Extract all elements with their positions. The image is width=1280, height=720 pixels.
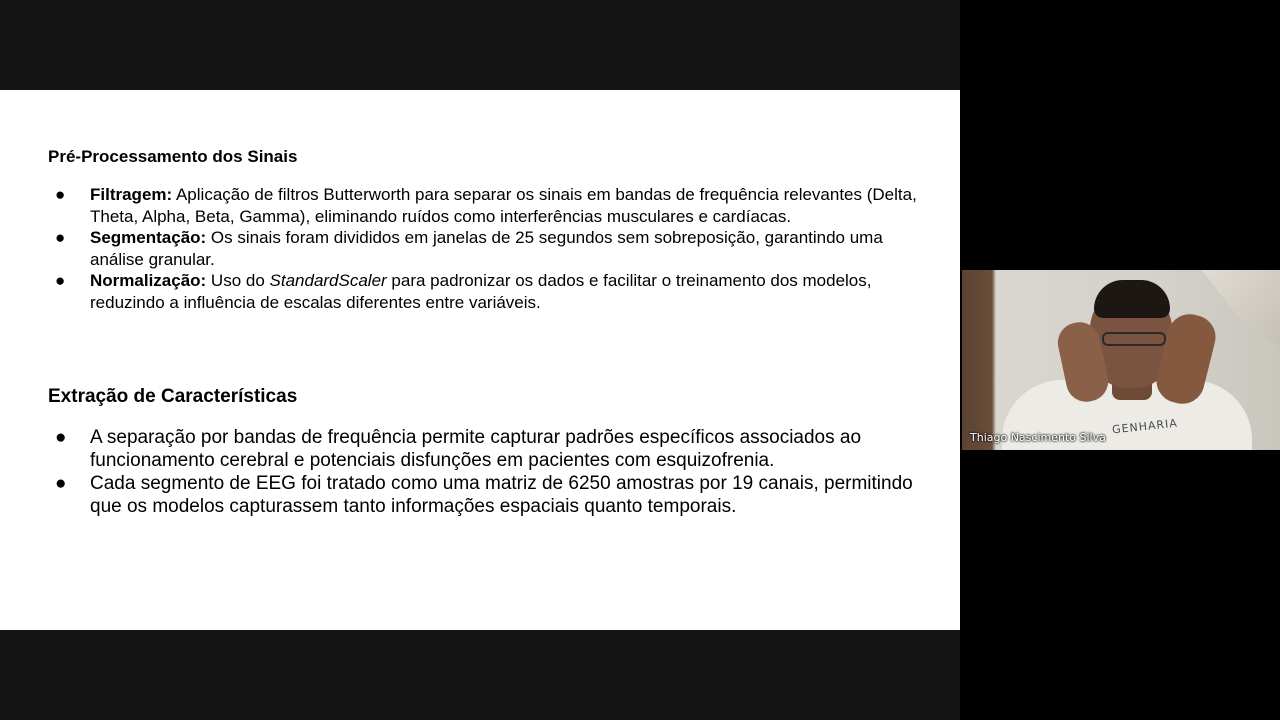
item-text: Cada segmento de EEG foi tratado como uma matriz de 6250 amostras por 19 canais, permitindo que os modelos capturassem tanto informações espaciais quanto temporais. [90, 473, 913, 517]
item-text: para padronizar os dados e facilitar o treinamento dos modelos, reduzindo a influência de escalas diferentes entre variáveis. [90, 271, 872, 312]
glasses-icon [1102, 332, 1166, 346]
list-item-segmentacao [0, 227, 960, 270]
presentation-slide [0, 90, 960, 630]
list-item-bands [0, 426, 960, 472]
item-text-pre: Uso do [206, 271, 270, 290]
participant-hair [1094, 280, 1170, 318]
item-label: Filtragem: [90, 185, 173, 204]
item-label: Segmentação: [90, 228, 207, 247]
list-item-normalizacao [0, 270, 960, 313]
participant-name-label: Thiago Nascimento Silva [970, 431, 1106, 444]
list-item-filtragem [0, 184, 960, 227]
item-text: Aplicação de filtros Butterworth para separar os sinais em bandas de frequência relevantes (Delta, Theta, Alpha, Beta, Gamma), eliminando ruídos como interferências musculares e cardíacas. [90, 185, 917, 226]
bullet-icon: ● [55, 473, 67, 494]
preprocessing-list [0, 184, 960, 313]
item-text: Os sinais foram divididos em janelas de 25 segundos sem sobreposição, garantindo uma análise granular. [90, 228, 883, 269]
section-title-features: Extração de Características [48, 386, 298, 407]
shirt-print: GENHARIA [1111, 416, 1179, 437]
list-item-segment-matrix [0, 472, 960, 518]
bullet-icon: ● [55, 228, 66, 247]
participant-video-tile[interactable] [962, 270, 1280, 450]
item-label: Normalização: [90, 271, 207, 290]
bullet-icon: ● [55, 427, 67, 448]
bullet-icon: ● [55, 185, 66, 204]
features-list [0, 426, 960, 518]
item-text-italic: StandardScaler [269, 271, 387, 290]
bullet-icon: ● [55, 271, 66, 290]
item-text: A separação por bandas de frequência permite capturar padrões específicos associados ao funcionamento cerebral e potenciais disfunções em pacientes com esquizofrenia. [90, 427, 862, 471]
section-title-preprocessing: Pré-Processamento dos Sinais [48, 147, 298, 166]
